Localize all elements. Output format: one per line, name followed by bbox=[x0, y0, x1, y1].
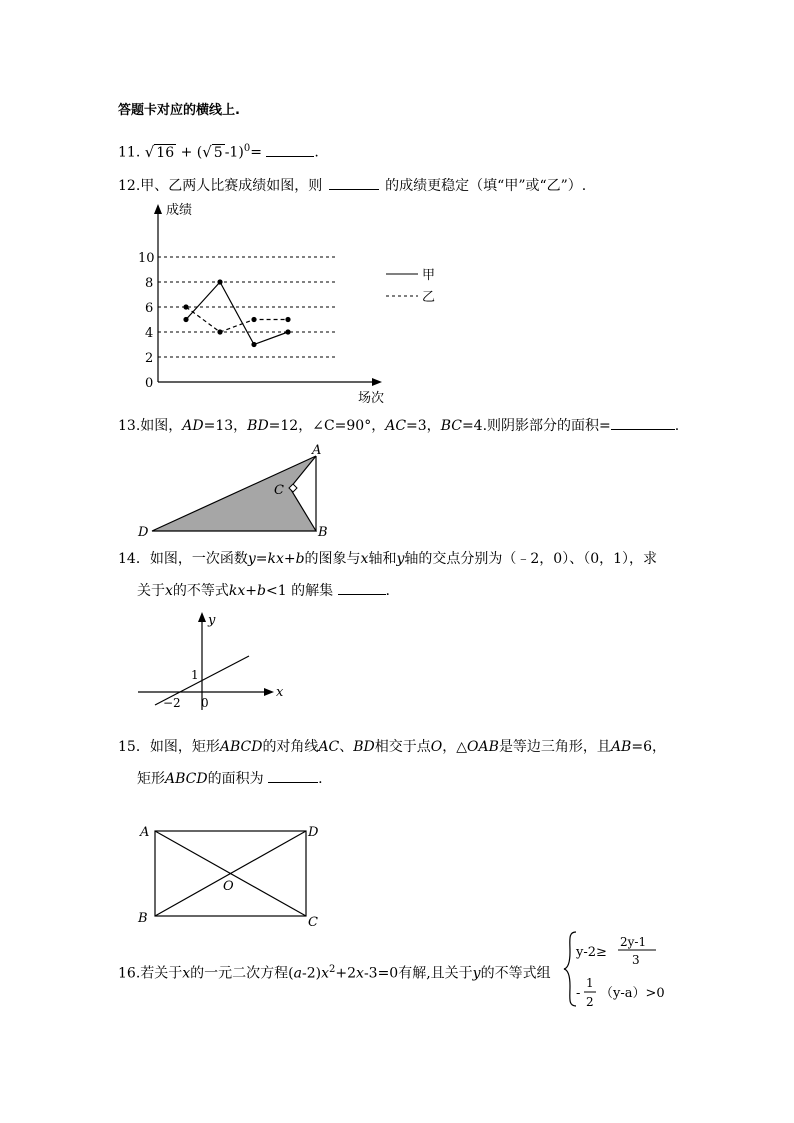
ineq2-right: （y-a）>0 bbox=[600, 986, 665, 1001]
q16-x1: x bbox=[182, 965, 191, 982]
ineq2-numerator: 1 bbox=[586, 976, 594, 990]
y-tick-4: 4 bbox=[145, 326, 154, 341]
q14-text-e: 关于 bbox=[137, 583, 165, 599]
q14-inequality: kx+b bbox=[228, 583, 266, 599]
q14-y: y bbox=[396, 551, 405, 567]
q14-label-zero: 0 bbox=[201, 696, 209, 710]
q11-sqrt16: √ 16 bbox=[144, 142, 175, 161]
x-axis-label: 场次 bbox=[358, 391, 385, 406]
q14-text-g: <1 的解集 bbox=[265, 583, 334, 599]
q14-text-a: 14．如图，一次函数 bbox=[118, 551, 248, 567]
q15-text-c: 、 bbox=[339, 739, 354, 755]
q12-text-a: 12.甲、乙两人比赛成绩如图，则 bbox=[118, 178, 323, 194]
q11-equals: = bbox=[250, 144, 262, 161]
y-tick-0: 0 bbox=[145, 376, 154, 391]
q15-label-c: C bbox=[308, 915, 318, 930]
q13-ac-value: =3， bbox=[406, 418, 441, 434]
q15-abcd: ABCD bbox=[219, 739, 263, 755]
q11-number: 11. bbox=[118, 144, 141, 161]
q14-text-c: 轴和 bbox=[368, 551, 397, 567]
q11-period: . bbox=[314, 144, 319, 161]
q13-ad: AD bbox=[182, 418, 204, 434]
q15-text-a: 15．如图，矩形 bbox=[118, 739, 220, 755]
q14-text-b: 的图象与 bbox=[304, 551, 361, 567]
q15-text-f: 是等边三角形，且 bbox=[498, 739, 611, 755]
q15-label-o: O bbox=[223, 879, 234, 894]
ineq1-left: y-2≥ bbox=[576, 945, 607, 960]
legend-label-yi: 乙 bbox=[422, 290, 436, 305]
q15-ac: AC bbox=[318, 739, 340, 755]
q15-text-d: 相交于点 bbox=[374, 739, 431, 755]
q14-x: x bbox=[360, 551, 369, 567]
q14-text-d: 轴的交点分别为（﹣2，0）、（0，1），求 bbox=[404, 551, 658, 567]
q15-label-a: A bbox=[140, 825, 150, 840]
q15-abcd-2: ABCD bbox=[165, 771, 208, 787]
q15-label-d: D bbox=[308, 825, 319, 840]
q14-text-f: 的不等式 bbox=[172, 583, 229, 599]
legend-label-jia: 甲 bbox=[422, 268, 436, 283]
label-b: B bbox=[318, 525, 328, 540]
ineq1-denominator: 3 bbox=[632, 953, 640, 967]
ineq2-denominator: 2 bbox=[586, 995, 594, 1009]
q16-x3: x bbox=[356, 965, 364, 982]
y-tick-10: 10 bbox=[138, 251, 155, 266]
q16-text-c: -2) bbox=[302, 965, 322, 982]
q11-exponent: 0 bbox=[243, 143, 251, 154]
q15-label-b: B bbox=[138, 911, 148, 926]
y-tick-8: 8 bbox=[145, 276, 154, 291]
q15-text-g: =6， bbox=[631, 739, 666, 755]
q15-o: O bbox=[430, 739, 443, 755]
q16-x2: x bbox=[321, 965, 330, 982]
q14-period: . bbox=[385, 583, 390, 599]
q11-paren: ( bbox=[196, 144, 203, 161]
q13-number: 13.如图， bbox=[118, 418, 183, 434]
q15-oab: OAB bbox=[467, 739, 499, 755]
q13-bc: BC bbox=[440, 418, 462, 434]
q13-ad-value: =13， bbox=[203, 418, 248, 434]
q14-y-label: y bbox=[208, 613, 216, 628]
q16-square: 2 bbox=[329, 964, 336, 975]
q16-text-f: 的不等式组 bbox=[480, 965, 551, 982]
label-a: A bbox=[312, 443, 322, 458]
y-axis-label: 成绩 bbox=[166, 203, 193, 218]
q14-x-label: x bbox=[276, 685, 284, 700]
q12-text-b: 的成绩更稳定（填“甲”或“乙”）. bbox=[385, 178, 587, 194]
q13-ac: AC bbox=[385, 418, 407, 434]
q16-text-b: 的一元二次方程( bbox=[190, 965, 294, 982]
q14-x2: x bbox=[165, 583, 173, 599]
q13-bd: BD bbox=[247, 418, 269, 434]
q15-bd: BD bbox=[353, 739, 375, 755]
q16-a: a bbox=[293, 965, 302, 982]
q11-plus: + bbox=[180, 144, 193, 161]
q14-label-one: 1 bbox=[191, 668, 199, 682]
q13-text: =4.则阴影部分的面积= bbox=[461, 418, 611, 434]
q16-text-a: 16.若关于 bbox=[118, 965, 183, 982]
q14-label-neg2: −2 bbox=[163, 696, 181, 710]
y-tick-2: 2 bbox=[145, 351, 154, 366]
q15-ab: AB bbox=[610, 739, 632, 755]
section-heading: 答题卡对应的横线上. bbox=[118, 103, 240, 118]
q16-text-e: -3=0有解,且关于 bbox=[363, 965, 473, 982]
y-tick-6: 6 bbox=[145, 301, 154, 316]
q13-period: . bbox=[674, 418, 680, 434]
q14-function: y=kx+b bbox=[247, 551, 305, 567]
q15-period: . bbox=[318, 771, 323, 787]
q15-text-e: ，△ bbox=[442, 739, 468, 755]
q13-bd-value: =12， bbox=[268, 418, 313, 434]
system-brace bbox=[564, 932, 576, 1006]
q15-text-h: 矩形 bbox=[137, 771, 165, 787]
q15-text-b: 的对角线 bbox=[262, 739, 319, 755]
q16-text-d: +2 bbox=[335, 965, 357, 982]
q16-y: y bbox=[472, 965, 481, 982]
label-c: C bbox=[274, 483, 284, 498]
ineq2-minus: - bbox=[576, 986, 581, 1001]
ineq1-numerator: 2y-1 bbox=[620, 935, 647, 949]
q13-angle: ∠C=90°， bbox=[312, 418, 386, 434]
q11-minus-one: -1) bbox=[224, 144, 244, 161]
label-d: D bbox=[138, 525, 149, 540]
q15-text-i: 的面积为 bbox=[207, 771, 264, 787]
q11-sqrt5: √ 5 bbox=[202, 142, 223, 161]
